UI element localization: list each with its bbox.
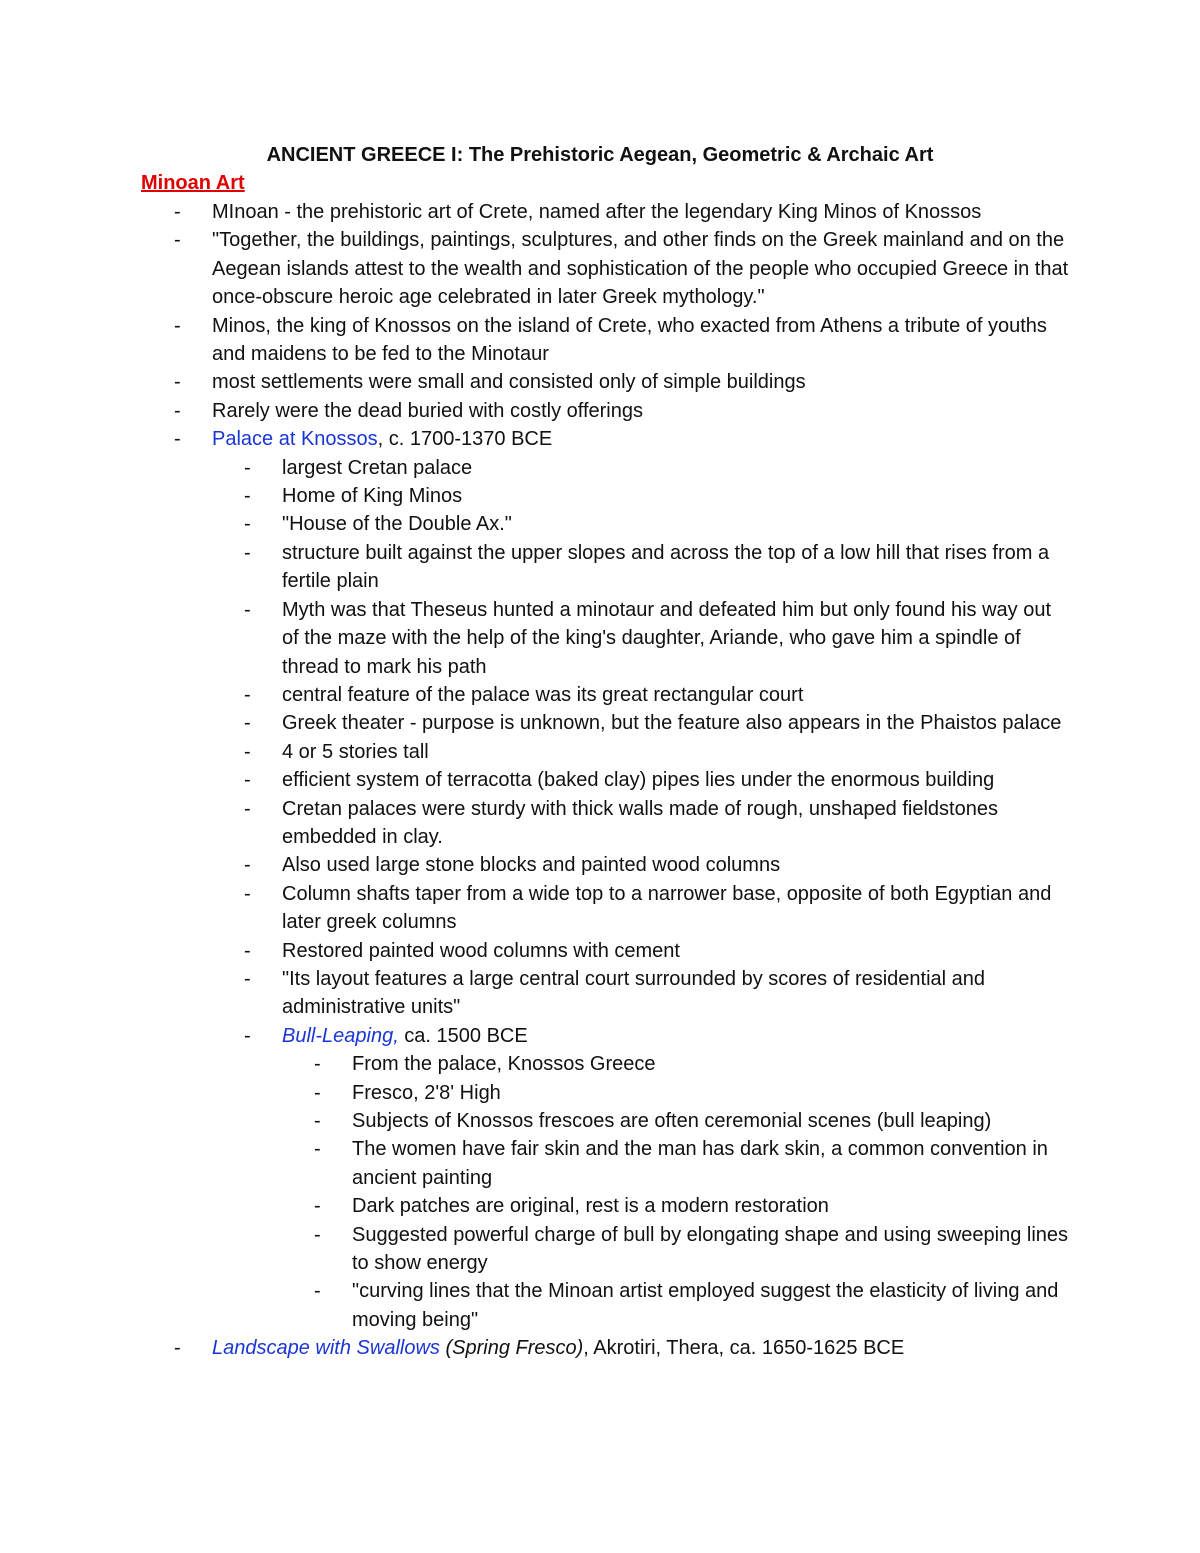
list-item: - Suggested powerful charge of bull by elongating shape and using sweeping lines to show energy [0,1221,1072,1278]
list-item: - Cretan palaces were sturdy with thick walls made of rough, unshaped fieldstones embedded in clay. [0,795,1072,852]
list-item: - Rarely were the dead buried with costly offerings [0,397,1072,425]
list-item-bull-leaping [0,1022,1072,1334]
section-heading: Minoan Art [141,172,245,194]
list-item: - efficient system of terracotta (baked clay) pipes lies under the enormous building [0,766,1072,794]
landscape-subtitle: (Spring Fresco) [439,1337,584,1360]
list-item: - MInoan - the prehistoric art of Crete, named after the legendary King Minos of Knossos [0,198,1072,226]
list-item-palace [0,425,1072,1334]
list-item: - "Together, the buildings, paintings, sculptures, and other finds on the Greek mainland and on the Aegean islands attest to the wealth and sophistication of the people who occupied Greece in that once-obscure heroic age celebrated in later Greek mythology." [0,226,1072,311]
list-item: - The women have fair skin and the man has dark skin, a common convention in ancient painting [0,1135,1072,1192]
list-item: - Column shafts taper from a wide top to a narrower base, opposite of both Egyptian and later greek columns [0,880,1072,937]
page-title: ANCIENT GREECE I: The Prehistoric Aegean, Geometric & Archaic Art [266,144,934,166]
landscape-title: Landscape with Swallows [212,1337,440,1360]
list-item: - From the palace, Knossos Greece [0,1050,1072,1078]
list-item: - "House of the Double Ax." [0,510,1072,538]
list-item: - Home of King Minos [0,482,1072,510]
landscape-details: , Akrotiri, Thera, ca. 1650-1625 BCE [583,1337,905,1360]
notes-list [0,198,1200,1363]
list-item: - Subjects of Knossos frescoes are often ceremonial scenes (bull leaping) [0,1107,1072,1135]
list-item: - Restored painted wood columns with cement [0,937,1072,965]
list-item: - largest Cretan palace [0,454,1072,482]
palace-title: Palace at Knossos [212,428,378,451]
bull-leaping-list [282,1050,1072,1334]
palace-date: , c. 1700-1370 BCE [377,428,553,451]
list-item: - 4 or 5 stories tall [0,738,1072,766]
list-item-landscape [0,1334,1072,1362]
list-item: - Also used large stone blocks and painted wood columns [0,851,1072,879]
list-item: - "curving lines that the Minoan artist employed suggest the elasticity of living and moving being" [0,1277,1072,1334]
list-item: - Greek theater - purpose is unknown, but the feature also appears in the Phaistos palace [0,709,1072,737]
palace-list [212,454,1072,1335]
bull-leaping-title: Bull-Leaping, [282,1024,399,1047]
list-item: - structure built against the upper slopes and across the top of a low hill that rises from a fertile plain [0,539,1072,596]
list-item: - Dark patches are original, rest is a modern restoration [0,1192,1072,1220]
list-item: - Minos, the king of Knossos on the island of Crete, who exacted from Athens a tribute of youths and maidens to be fed to the Minotaur [0,312,1072,369]
bull-leaping-date: ca. 1500 BCE [398,1024,528,1047]
list-item: - Myth was that Theseus hunted a minotaur and defeated him but only found his way out of the maze with the help of the king's daughter, Ariande, who gave him a spindle of thread to mark his path [0,596,1072,681]
list-item: - Fresco, 2'8' High [0,1079,1072,1107]
list-item: - most settlements were small and consisted only of simple buildings [0,368,1072,396]
list-item: - "Its layout features a large central court surrounded by scores of residential and administrative units" [0,965,1072,1022]
list-item: - central feature of the palace was its great rectangular court [0,681,1072,709]
